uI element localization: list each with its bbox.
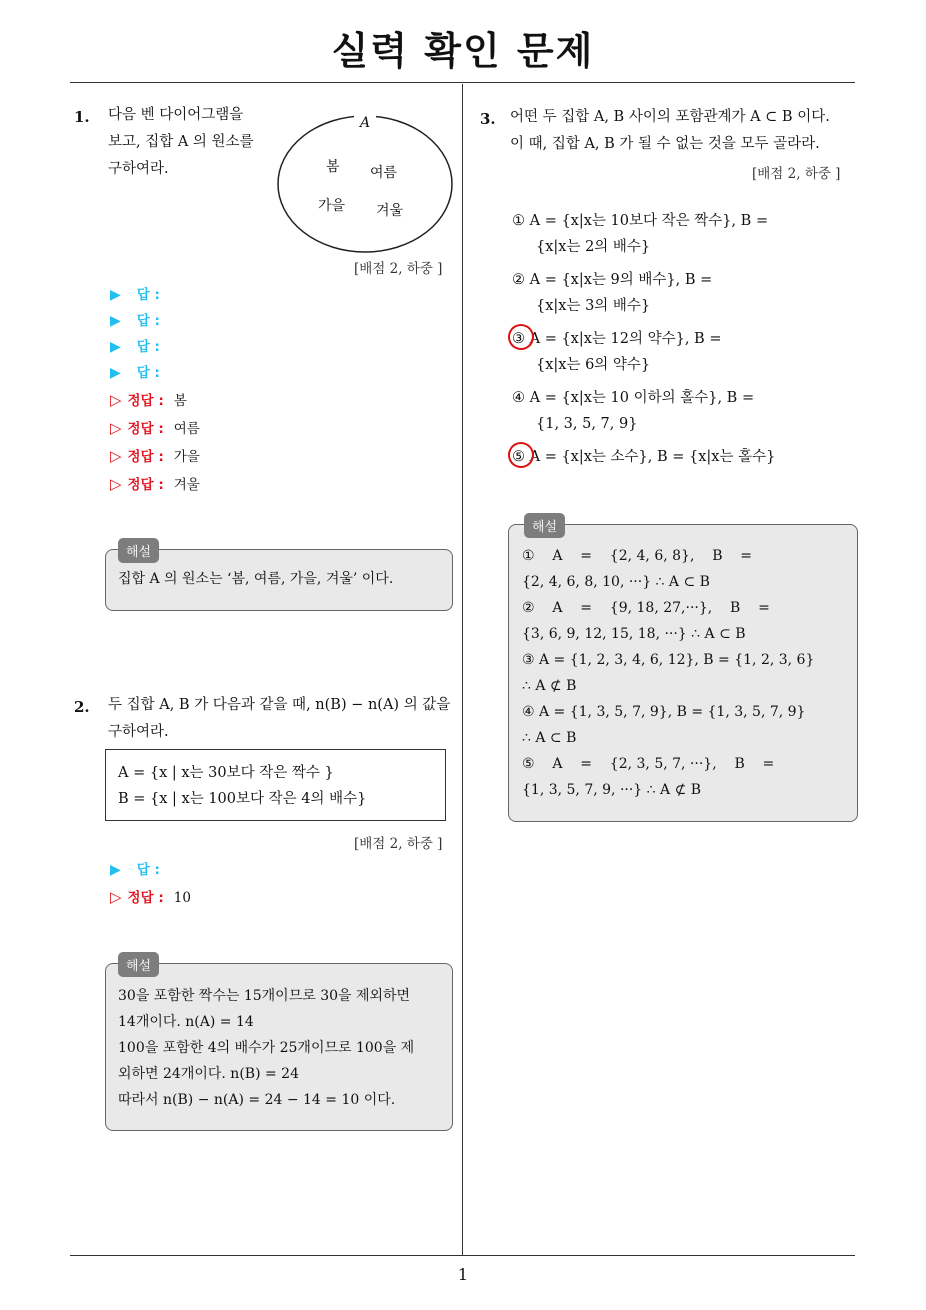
q2-text-line: 두 집합 A, B 가 다음과 같을 때, n(B) − n(A) 의 값을 bbox=[108, 697, 451, 713]
q2-sets bbox=[118, 760, 366, 812]
venn-item: 봄 bbox=[326, 159, 340, 175]
explanation-line: 따라서 n(B) − n(A) = 24 − 14 = 10 이다. bbox=[118, 1092, 396, 1108]
play-icon: ▶ bbox=[110, 365, 121, 381]
explanation-line: {1, 3, 5, 7, 9, ···} ∴ A ⊄ B bbox=[522, 782, 702, 798]
correct-row bbox=[110, 386, 200, 414]
option-1[interactable] bbox=[512, 208, 857, 260]
answer-row[interactable] bbox=[110, 857, 191, 883]
correct-row bbox=[110, 470, 200, 498]
option-line: {x|x는 2의 배수} bbox=[536, 239, 651, 255]
option-5[interactable] bbox=[512, 444, 857, 470]
q1-meta: [배점 2, 하중 ] bbox=[354, 261, 443, 277]
answer-row[interactable] bbox=[110, 334, 200, 360]
q1-text bbox=[108, 102, 278, 183]
option-line: A = {x|x는 10보다 작은 짝수}, B = bbox=[529, 213, 769, 229]
circled-mark: ③ bbox=[512, 326, 525, 352]
q3-meta: [배점 2, 하중 ] bbox=[752, 166, 841, 182]
explanation-line: ∴ A ⊂ B bbox=[522, 730, 577, 746]
page-number: 1 bbox=[457, 1265, 469, 1284]
play-icon: ▶ bbox=[110, 862, 121, 878]
q3-explanation-text bbox=[522, 543, 847, 803]
correct-label: 정답 : bbox=[127, 421, 164, 437]
answer-row[interactable] bbox=[110, 282, 200, 308]
explanation-line: 100을 포함한 4의 배수가 25개이므로 100을 제 bbox=[118, 1040, 415, 1056]
venn-set-label: A bbox=[360, 115, 371, 131]
q2-number: 2. bbox=[74, 698, 90, 716]
play-icon: ▶ bbox=[110, 313, 121, 329]
q2-text-line: 구하여라. bbox=[108, 724, 169, 740]
option-2[interactable] bbox=[512, 267, 857, 319]
q3-text-line: 이 때, 집합 A, B 가 될 수 없는 것을 모두 골라라. bbox=[510, 136, 820, 152]
play-icon: ▶ bbox=[110, 287, 121, 303]
answer-label: 답 : bbox=[136, 365, 160, 381]
explanation-line: 외하면 24개이다. n(B) = 24 bbox=[118, 1066, 299, 1082]
correct-row bbox=[110, 883, 191, 911]
explanation-line: 30을 포함한 짝수는 15개이므로 30을 제외하면 bbox=[118, 988, 411, 1004]
q2-set-box bbox=[105, 749, 446, 821]
answer-row[interactable] bbox=[110, 360, 200, 386]
q1-text-line: 보고, 집합 A 의 원소를 bbox=[108, 134, 254, 150]
correct-label: 정답 : bbox=[127, 449, 164, 465]
answer-label: 답 : bbox=[136, 862, 160, 878]
q1-text-line: 다음 벤 다이어그램을 bbox=[108, 107, 244, 123]
option-4[interactable] bbox=[512, 385, 857, 437]
q2-explanation-text bbox=[118, 983, 414, 1113]
column-divider bbox=[462, 84, 463, 1256]
explanation-line: {3, 6, 9, 12, 15, 18, ···} ∴ A ⊂ B bbox=[522, 626, 746, 642]
option-mark: ② bbox=[512, 272, 525, 288]
q1-answer-block bbox=[110, 282, 200, 498]
q3-text bbox=[510, 104, 870, 158]
explanation-line: 14개이다. n(A) = 14 bbox=[118, 1014, 254, 1030]
explanation-tag: 해설 bbox=[118, 538, 159, 563]
option-line: A = {x|x는 소수}, B = {x|x는 홀수} bbox=[529, 449, 776, 465]
correct-value: 봄 bbox=[173, 393, 187, 409]
correct-label: 정답 : bbox=[127, 477, 164, 493]
correct-row bbox=[110, 414, 200, 442]
footer-divider bbox=[70, 1255, 855, 1256]
q3-options bbox=[512, 208, 857, 470]
explanation-line: ⑤ A = {2, 3, 5, 7, ···}, B = bbox=[522, 756, 775, 772]
correct-label: 정답 : bbox=[127, 393, 164, 409]
option-3[interactable] bbox=[512, 326, 857, 378]
answer-label: 답 : bbox=[136, 313, 160, 329]
correct-label: 정답 : bbox=[127, 890, 164, 906]
circled-mark: ⑤ bbox=[512, 444, 525, 470]
q2-answer-block bbox=[110, 857, 191, 911]
q1-text-line: 구하여라. bbox=[108, 161, 169, 177]
option-line: {x|x는 3의 배수} bbox=[536, 298, 651, 314]
venn-item: 가을 bbox=[318, 198, 346, 214]
triangle-outline-icon: ▷ bbox=[110, 419, 122, 437]
venn-item: 여름 bbox=[370, 165, 398, 181]
q2-meta: [배점 2, 하중 ] bbox=[354, 836, 443, 852]
option-line: A = {x|x는 12의 약수}, B = bbox=[529, 331, 722, 347]
venn-item: 겨울 bbox=[376, 203, 404, 219]
q2-text bbox=[108, 692, 458, 746]
triangle-outline-icon: ▷ bbox=[110, 391, 122, 409]
q2-set-b: B = {x | x는 100보다 작은 4의 배수} bbox=[118, 791, 367, 807]
play-icon: ▶ bbox=[110, 339, 121, 355]
q1-number: 1. bbox=[74, 108, 90, 126]
explanation-tag: 해설 bbox=[118, 952, 159, 977]
explanation-line: ① A = {2, 4, 6, 8}, B = bbox=[522, 548, 753, 564]
triangle-outline-icon: ▷ bbox=[110, 475, 122, 493]
explanation-line: ③ A = {1, 2, 3, 4, 6, 12}, B = {1, 2, 3, 6} bbox=[522, 652, 815, 668]
q3-number: 3. bbox=[480, 110, 496, 128]
correct-value: 겨울 bbox=[173, 477, 200, 493]
triangle-outline-icon: ▷ bbox=[110, 447, 122, 465]
answer-label: 답 : bbox=[136, 287, 160, 303]
page-title: 실력 확인 문제 bbox=[331, 29, 595, 73]
q3-text-line: 어떤 두 집합 A, B 사이의 포함관계가 A ⊂ B 이다. bbox=[510, 109, 830, 125]
option-mark: ④ bbox=[512, 390, 525, 406]
correct-value: 10 bbox=[173, 890, 191, 906]
correct-value: 여름 bbox=[173, 421, 200, 437]
explanation-line: {2, 4, 6, 8, 10, ···} ∴ A ⊂ B bbox=[522, 574, 710, 590]
explanation-tag: 해설 bbox=[524, 513, 565, 538]
q1-venn-diagram bbox=[276, 112, 456, 257]
option-line: {1, 3, 5, 7, 9} bbox=[536, 416, 638, 432]
option-line: A = {x|x는 10 이하의 홀수}, B = bbox=[529, 390, 755, 406]
header-divider bbox=[70, 82, 855, 83]
q1-explanation-text: 집합 A 의 원소는 ‘봄, 여름, 가을, 겨울’ 이다. bbox=[118, 571, 394, 587]
q2-set-a: A = {x | x는 30보다 작은 짝수 } bbox=[118, 765, 334, 781]
correct-value: 가을 bbox=[173, 449, 200, 465]
option-line: A = {x|x는 9의 배수}, B = bbox=[529, 272, 713, 288]
explanation-line: ∴ A ⊄ B bbox=[522, 678, 577, 694]
answer-row[interactable] bbox=[110, 308, 200, 334]
explanation-line: ② A = {9, 18, 27,···}, B = bbox=[522, 600, 770, 616]
venn-ellipse bbox=[278, 116, 452, 252]
explanation-line: ④ A = {1, 3, 5, 7, 9}, B = {1, 3, 5, 7, 9} bbox=[522, 704, 806, 720]
triangle-outline-icon: ▷ bbox=[110, 888, 122, 906]
option-line: {x|x는 6의 약수} bbox=[536, 357, 651, 373]
correct-row bbox=[110, 442, 200, 470]
option-mark: ① bbox=[512, 213, 525, 229]
answer-label: 답 : bbox=[136, 339, 160, 355]
